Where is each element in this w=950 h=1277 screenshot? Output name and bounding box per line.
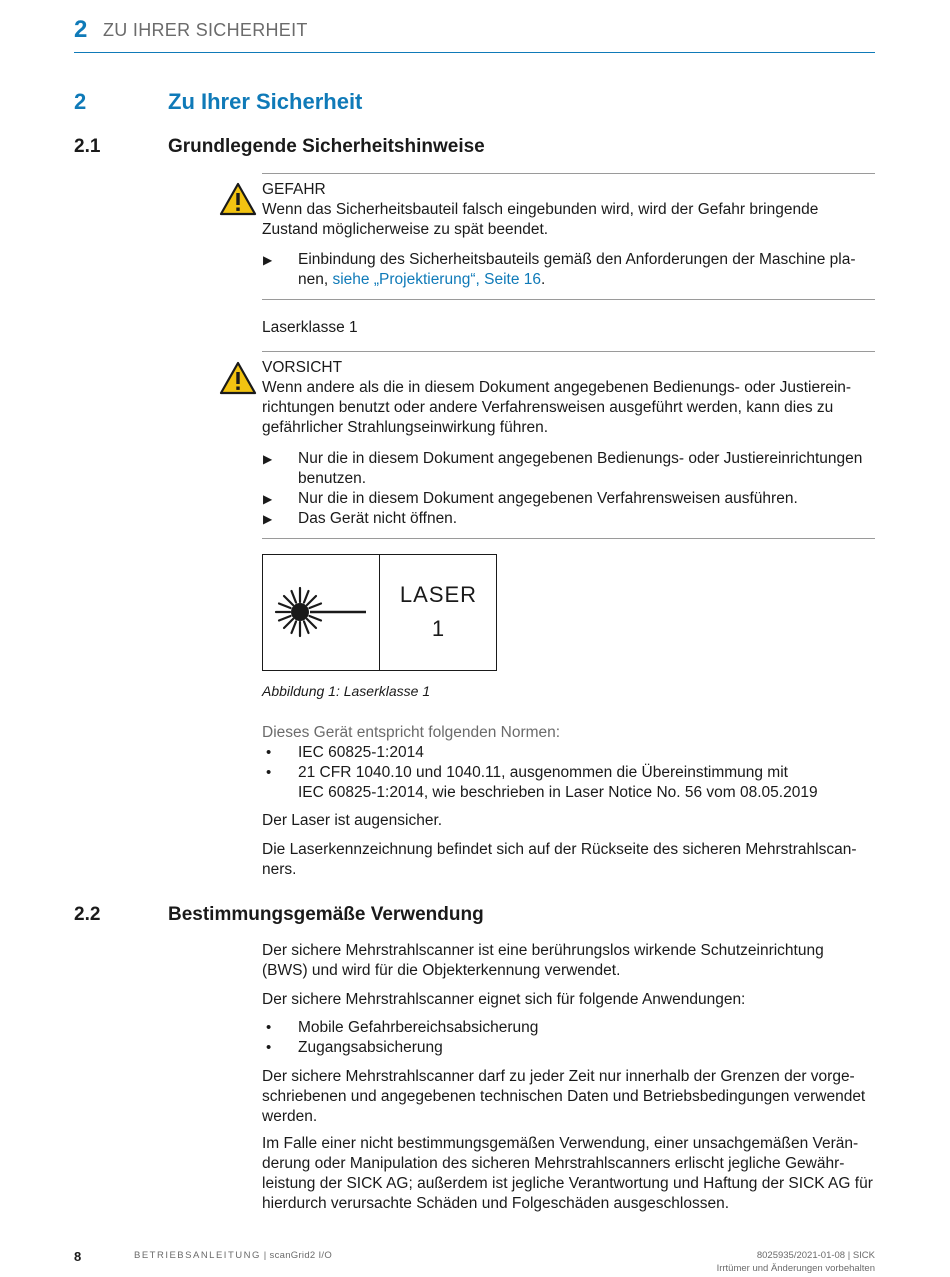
application-item-2: Zugangsabsicherung (298, 1039, 443, 1056)
usage-p1-line-1: Der sichere Mehrstrahlscanner ist eine berührungslos wirkende Schutzeinrichtung (262, 942, 824, 959)
usage-p2: Der sichere Mehrstrahlscanner eignet sich für folgende Anwendungen: (262, 991, 746, 1008)
figure-caption: Abbildung 1: Laserklasse 1 (262, 683, 431, 699)
norms-intro (262, 723, 560, 743)
caution-action-1-line-1: Nur die in diesem Dokument angegebenen Bedienungs- oder Justiereinrichtungen (298, 450, 863, 467)
bullet-icon: • (266, 744, 272, 761)
danger-action-line-2 (298, 270, 545, 290)
caution-text-line-1: Wenn andere als die in diesem Dokument angegebenen Bedienungs- oder Justierein- (262, 379, 852, 396)
danger-bottom-rule (262, 299, 875, 300)
danger-text-line-2: Zustand möglicherweise zu spät beendet. (262, 221, 549, 238)
norms-intro-colon: : (555, 724, 561, 741)
laser-class-heading: Laserklasse 1 (262, 319, 358, 336)
warning-triangle-icon (219, 361, 257, 395)
danger-action-line-1: Einbindung des Sicherheitsbauteils gemäß den Anforderungen der Maschine pla- (298, 251, 856, 268)
norm-item-1: IEC 60825-1:2014 (298, 744, 424, 761)
caution-action-2: Nur die in diesem Dokument angegebenen Verfahrensweisen ausführen. (298, 490, 798, 507)
laser-starburst-icon (270, 580, 370, 644)
triangle-right-icon: ▶ (263, 492, 273, 506)
footer-doc-info (134, 1250, 332, 1261)
laser-marking-line-2: ners. (262, 861, 297, 878)
footer-disclaimer: Irrtümer und Änderungen vorbehalten (716, 1263, 875, 1274)
section-title: Zu Ihrer Sicherheit (168, 89, 363, 114)
subsection-number-2-2: 2.2 (74, 904, 101, 925)
bullet-icon: • (266, 764, 272, 781)
danger-label: GEFAHR (262, 181, 326, 198)
eye-safe-text: Der Laser ist augensicher. (262, 812, 443, 829)
footer-product: scanGrid2 I/O (269, 1250, 333, 1261)
norm-item-2-line-1: 21 CFR 1040.10 und 1040.11, ausgenommen die Übereinstimmung mit (298, 764, 788, 781)
footer-doc-type: BETRIEBSANLEITUNG (134, 1250, 261, 1261)
usage-p3-line-2: schriebenen und angegebenen technischen Daten und Betriebsbedingungen verwendet (262, 1088, 866, 1105)
subsection-title-2-1: Grundlegende Sicherheitshinweise (168, 136, 485, 157)
footer-separator: | (260, 1250, 270, 1261)
triangle-right-icon: ▶ (263, 452, 273, 466)
subsection-title-2-2: Bestimmungsgemäße Verwendung (168, 904, 484, 925)
danger-text-line-1: Wenn das Sicherheitsbauteil falsch eingebunden wird, wird der Gefahr bringende (262, 201, 819, 218)
header-rule (74, 52, 875, 53)
application-item-1: Mobile Gefahrbereichsabsicherung (298, 1019, 539, 1036)
section-number: 2 (74, 89, 87, 114)
projektierung-link[interactable]: siehe „Projektierung“, Seite 16 (332, 271, 541, 288)
danger-action-prefix: nen, (298, 271, 333, 288)
caution-action-1-line-2: benutzen. (298, 470, 367, 487)
danger-action-suffix: . (541, 271, 546, 288)
triangle-right-icon: ▶ (263, 512, 273, 526)
usage-p1-line-2: (BWS) und wird für die Objekterkennung verwendet. (262, 962, 621, 979)
caution-text-line-3: gefährlicher Strahlungseinwirkung führen. (262, 419, 549, 436)
usage-p4-line-1: Im Falle einer nicht bestimmungsgemäßen Verwendung, einer unsachgemäßen Verän- (262, 1135, 859, 1152)
laser-marking-line-1: Die Laserkennzeichnung befindet sich auf der Rückseite des sicheren Mehrstrahlscan- (262, 841, 857, 858)
caution-bottom-rule (262, 538, 875, 539)
danger-top-rule (262, 173, 875, 174)
header-chapter-title: ZU IHRER SICHERHEIT (103, 20, 308, 40)
caution-top-rule (262, 351, 875, 352)
caution-text-line-2: richtungen benutzt oder andere Verfahrensweisen ausgeführt werden, kann dies zu (262, 399, 834, 416)
bullet-icon: • (266, 1019, 272, 1036)
norm-item-2-line-2: IEC 60825-1:2014, wie beschrieben in Laser Notice No. 56 vom 08.05.2019 (298, 784, 818, 801)
bullet-icon: • (266, 1039, 272, 1056)
usage-p4-line-3: leistung der SICK AG; außerdem ist jegliche Verantwortung und Haftung der SICK AG für (262, 1175, 873, 1192)
caution-action-3: Das Gerät nicht öffnen. (298, 510, 458, 527)
laser-label-text: LASER (399, 582, 478, 607)
usage-p3-line-1: Der sichere Mehrstrahlscanner darf zu jeder Zeit nur innerhalb der Grenzen der vorge- (262, 1068, 855, 1085)
footer-doc-id: 8025935/2021-01-08 | SICK (756, 1250, 875, 1261)
usage-p4-line-4: hierdurch verursachte Schäden und Folgeschäden ausgeschlossen. (262, 1195, 730, 1212)
warning-triangle-icon (219, 182, 257, 216)
laser-label-class: 1 (431, 616, 446, 641)
laser-label-divider (379, 554, 380, 671)
header-chapter-number: 2 (74, 16, 88, 43)
usage-p3-line-3: werden. (262, 1108, 318, 1125)
subsection-number-2-1: 2.1 (74, 136, 101, 157)
norms-intro-text: Dieses Gerät entspricht folgenden Normen (262, 724, 556, 741)
triangle-right-icon: ▶ (263, 253, 273, 267)
caution-label: VORSICHT (262, 359, 343, 376)
usage-p4-line-2: derung oder Manipulation des sicheren Mehrstrahlscanners erlischt jegliche Gewähr- (262, 1155, 845, 1172)
page-number: 8 (74, 1249, 82, 1264)
